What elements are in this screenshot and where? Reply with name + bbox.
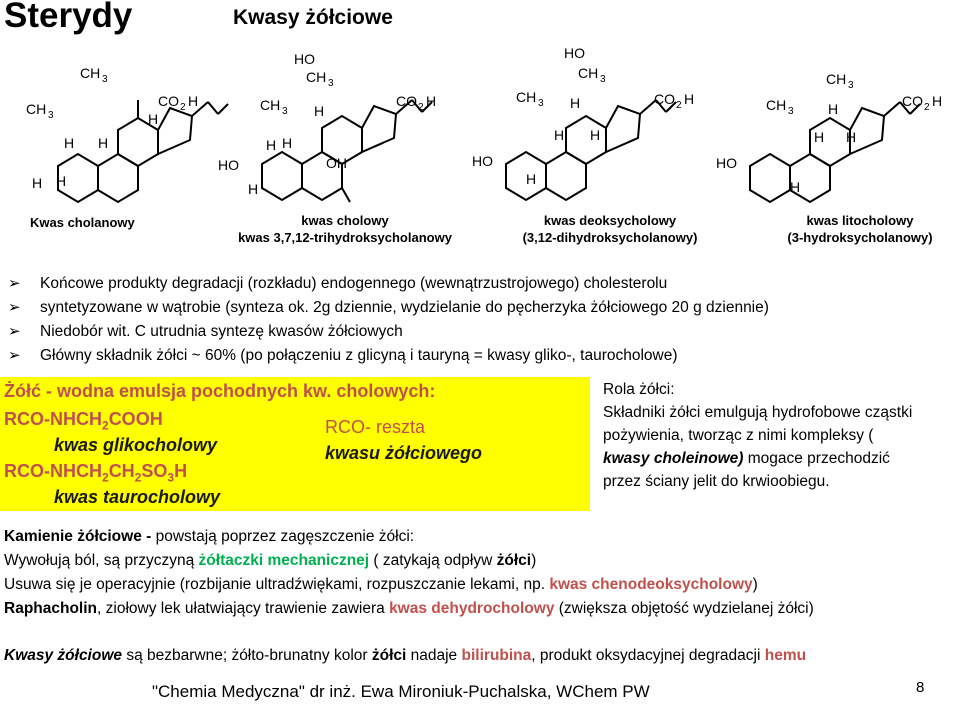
svg-text:H: H <box>56 173 67 189</box>
gallstones-term: Kamienie żółciowe - <box>4 528 156 545</box>
formula-subscript: 3 <box>167 470 175 485</box>
yellow-box-heading: Żółć - wodna emulsja pochodnych kw. cholowych: <box>4 381 436 401</box>
taurocholic-name: kwas taurocholowy <box>54 487 221 507</box>
gallstones-line <box>4 525 960 549</box>
bile-acids-term: Kwasy żółciowe <box>4 647 123 664</box>
svg-text:3: 3 <box>538 98 544 109</box>
bile-color-text: nadaje <box>406 647 462 664</box>
svg-text:H: H <box>98 135 109 151</box>
gallstones-text: Usuwa się je operacyjnie (rozbijanie ultradźwiękami, rozpuszczanie lekami, np. <box>4 576 550 593</box>
page-title: Sterydy <box>4 0 133 35</box>
formula-subscript: 2 <box>134 470 142 485</box>
svg-text:CH: CH <box>80 65 101 81</box>
gallstones-text: (zwiększa objętość wydzielanej żółci) <box>554 600 814 617</box>
caption-line: kwas litocholowy <box>806 213 914 228</box>
bile-role-line: pożywienia, tworząc z nimi kompleksy ( <box>603 427 874 444</box>
gallstones-text: powstają poprzez zagęszczenie żółci: <box>155 528 415 545</box>
bullet-text: syntetyzowane w wątrobie (synteza ok. 2g dziennie, wydzielanie do pęcherzyka żółciowego 20 g dziennie) <box>40 299 769 316</box>
bile-term: żółci <box>496 552 532 569</box>
steroid-skeleton-4 <box>716 44 960 214</box>
svg-text:H: H <box>64 135 75 151</box>
caption-line: kwas deoksycholowy <box>543 213 677 228</box>
caption-kwas-litocholowy <box>765 212 955 246</box>
formula-part: COOH <box>108 409 163 429</box>
caption-line: kwas 3,7,12-trihydroksycholanowy <box>238 230 452 245</box>
caption-kwas-cholowy <box>215 212 475 246</box>
svg-text:H: H <box>554 127 565 143</box>
gallstones-line <box>4 573 960 597</box>
gallstones-text: ) <box>531 552 537 569</box>
taurocholic-formula <box>4 461 187 485</box>
bile-color-line <box>4 644 960 668</box>
bile-color-text: są bezbarwne; żółto-brunatny kolor <box>122 647 372 664</box>
raphacholin-term: Raphacholin <box>4 600 98 617</box>
svg-text:CH: CH <box>578 65 599 81</box>
svg-text:3: 3 <box>600 74 606 85</box>
bullet-item <box>4 272 954 296</box>
caption-line: kwas cholowy <box>301 213 389 228</box>
svg-text:2: 2 <box>418 102 424 113</box>
formula-part: SO <box>141 461 168 481</box>
svg-text:CH: CH <box>306 69 327 85</box>
svg-text:CO: CO <box>902 93 923 109</box>
bullet-text: Końcowe produkty degradacji (rozkładu) endogennego (wewnątrzustrojowego) cholesterolu <box>40 275 668 292</box>
arrow-bullet-icon: ➢ <box>8 323 21 340</box>
bile-role-line <box>603 447 960 470</box>
svg-text:H: H <box>426 93 437 109</box>
bullet-text: Niedobór wit. C utrudnia syntezę kwasów żółciowych <box>40 323 403 340</box>
glycocholic-formula <box>4 409 163 433</box>
caption-kwas-deoksycholowy <box>500 212 720 246</box>
bile-role-line: Składniki żółci emulgują hydrofobowe cząstki <box>603 404 913 421</box>
svg-text:OH: OH <box>326 155 347 171</box>
arrow-bullet-icon: ➢ <box>8 347 21 364</box>
gallstones-line <box>4 549 960 573</box>
svg-text:H: H <box>32 175 43 191</box>
formula-part: RCO-NHCH <box>4 461 102 481</box>
glycocholic-name: kwas glikocholowy <box>54 435 218 455</box>
bilirubin-term: bilirubina <box>461 647 532 664</box>
structure-kwas-cholowy <box>218 44 482 214</box>
caption-kwas-cholanowy <box>30 214 135 231</box>
bullet-list <box>4 272 954 368</box>
bullet-item <box>4 320 954 344</box>
svg-text:HO: HO <box>218 157 239 173</box>
formula-subscript: 2 <box>102 418 109 433</box>
caption-line: (3,12-dihydroksycholanowy) <box>522 230 698 245</box>
steroid-skeleton-3 <box>472 44 726 214</box>
bile-color-text: , produkt oksydacyjnej degradacji <box>531 647 765 664</box>
svg-text:CH: CH <box>260 97 281 113</box>
formula-part: RCO-NHCH <box>4 409 102 429</box>
svg-text:H: H <box>590 127 601 143</box>
structure-kwas-cholanowy <box>18 44 258 214</box>
svg-text:CO: CO <box>654 91 675 107</box>
bile-term: żółci <box>371 647 407 664</box>
jaundice-term: żółtaczki mechanicznej <box>198 552 370 569</box>
structure-kwas-deoksycholowy <box>472 44 726 214</box>
svg-text:H: H <box>314 103 325 119</box>
formula-part: CH <box>108 461 135 481</box>
steroid-skeleton-2 <box>218 44 482 214</box>
structure-kwas-litocholowy <box>716 44 960 214</box>
svg-text:CH: CH <box>826 71 847 87</box>
svg-text:2: 2 <box>924 102 930 113</box>
svg-text:H: H <box>684 91 695 107</box>
svg-text:3: 3 <box>282 106 288 117</box>
r-group-label: RCO- reszta <box>325 417 426 437</box>
svg-text:H: H <box>570 95 581 111</box>
gallstones-section <box>4 525 960 668</box>
choleic-acids-term: kwasy choleinowe) <box>603 450 744 467</box>
bullet-item <box>4 344 954 368</box>
bile-role-panel <box>603 378 960 493</box>
svg-text:2: 2 <box>676 100 682 111</box>
r-group-name: kwasu żółciowego <box>325 443 483 463</box>
svg-text:2: 2 <box>180 102 186 113</box>
svg-text:3: 3 <box>848 80 854 91</box>
svg-text:HO: HO <box>472 153 493 169</box>
gallstones-text: ( zatykają odpływ <box>369 552 497 569</box>
svg-text:H: H <box>932 93 943 109</box>
svg-text:CH: CH <box>766 97 787 113</box>
bullet-item <box>4 296 954 320</box>
svg-text:H: H <box>148 111 159 127</box>
svg-text:H: H <box>248 181 259 197</box>
page-subtitle: Kwasy żółciowe <box>233 6 393 29</box>
svg-text:3: 3 <box>102 74 108 85</box>
svg-text:3: 3 <box>48 110 54 121</box>
svg-text:H: H <box>828 101 839 117</box>
dehydrocholic-term: kwas dehydrocholowy <box>389 600 555 617</box>
svg-text:3: 3 <box>788 106 794 117</box>
bile-role-title: Rola żółci: <box>603 381 675 398</box>
gallstones-text: Wywołują ból, są przyczyną <box>4 552 199 569</box>
caption-line: (3-hydroksycholanowy) <box>787 230 933 245</box>
gallstones-line <box>4 597 960 621</box>
bile-role-line: przez ściany jelit do krwioobiegu. <box>603 473 830 490</box>
gallstones-text: ) <box>752 576 758 593</box>
steroid-skeleton-1 <box>18 44 258 214</box>
svg-text:H: H <box>526 171 537 187</box>
bullet-text: Główny składnik żółci ~ 60% (po połączeniu z glicyną i tauryną = kwasy gliko-, taurocholowe) <box>40 347 678 364</box>
svg-text:CO: CO <box>158 93 179 109</box>
formula-subscript: 2 <box>102 470 109 485</box>
bile-role-text: mogace przechodzić <box>743 450 890 467</box>
heme-term: hemu <box>764 647 807 664</box>
svg-text:HO: HO <box>294 51 315 67</box>
svg-text:CH: CH <box>26 101 47 117</box>
page-number: 8 <box>916 679 925 696</box>
formula-part: H <box>174 461 188 481</box>
svg-text:H: H <box>814 129 825 145</box>
footer-credit: "Chemia Medyczna" dr inż. Ewa Mironiuk-Puchalska, WChem PW <box>152 682 650 701</box>
svg-text:HO: HO <box>716 155 737 171</box>
svg-text:H: H <box>846 129 857 145</box>
svg-text:CH: CH <box>516 89 537 105</box>
arrow-bullet-icon: ➢ <box>8 299 21 316</box>
chenodeoxycholic-term: kwas chenodeoksycholowy <box>549 576 753 593</box>
gallstones-text: , ziołowy lek ułatwiający trawienie zawiera <box>97 600 390 617</box>
bile-composition-box <box>0 377 590 511</box>
svg-text:HO: HO <box>564 45 585 61</box>
svg-text:H: H <box>790 179 801 195</box>
svg-text:H: H <box>282 135 293 151</box>
svg-text:H: H <box>266 137 277 153</box>
svg-text:CO: CO <box>396 93 417 109</box>
arrow-bullet-icon: ➢ <box>8 275 21 292</box>
svg-text:H: H <box>188 93 199 109</box>
caption-line: Kwas cholanowy <box>30 215 135 230</box>
svg-text:3: 3 <box>328 78 334 89</box>
